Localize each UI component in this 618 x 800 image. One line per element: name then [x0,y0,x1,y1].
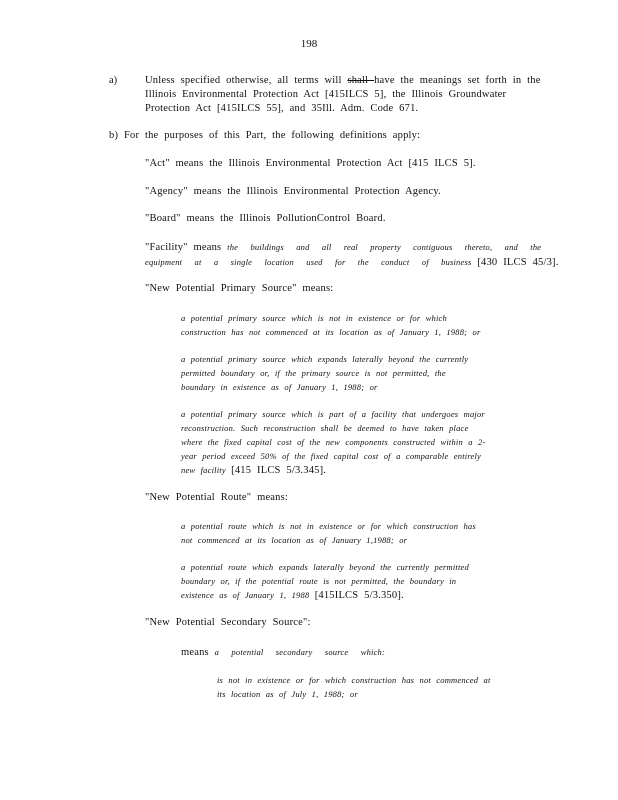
para-a [145,74,541,116]
para-a-line-3: Protection Act [415ILCS 55], and 35Ill. Adm. Code 671. [145,103,419,114]
route-citation: [415ILCS 5/3.350]. [314,590,404,601]
facility-term: "Facility" means [145,242,222,253]
definition-agency: "Agency" means the Illinois Environmental Protection Agency. [145,186,441,197]
route-item-1: a potential route which is not in existence or for which construction has not commenced at its location as of January 1,1988; or [181,521,476,545]
definition-facility: "Facility" means the buildings and all real property contiguous thereto, and the equipment at a single location used for the conduct of business [430 ILCS 45/3]. [145,242,559,268]
definition-primary-source-term: "New Potential Primary Source" means: [145,283,334,294]
para-a-line-2: Illinois Environmental Protection Act [415ILCS 5], the Illinois Groundwater [145,89,507,100]
secondary-source-means: means a potential secondary source which: [181,647,386,658]
route-item-2: a potential route which expands laterally beyond the currently permitted boundary or, if the potential route is not permitted, the boundary in existence as of January 1, 1988 [415ILCS 5/3.350]. [181,562,469,601]
primary-source-item-1: a potential primary source which is not in existence or for which construction has not commenced at its location as of January 1, 1988; or [181,313,481,337]
primary-source-item-2: a potential primary source which expands laterally beyond the currently permitted boundary or, if the primary source is not permitted, the boundary in existence as of January 1, 1988; or [181,354,469,392]
definition-board: "Board" means the Illinois PollutionControl Board. [145,213,386,224]
primary-source-item-3: a potential primary source which is part of a facility that undergoes major reconstruction. Such reconstruction shall be deemed to have taken place where the fixed capital cost of the new components constructed within a 2- year period exceed 50% of the fixed capital cost of a comparable entirely new facility [415 ILCS 5/3.345]. [181,409,486,476]
para-b-intro: b) For the purposes of this Part, the following definitions apply: [109,130,421,141]
primary-source-citation: [415 ILCS 5/3.345]. [231,465,327,476]
para-a-line-1: Unless specified otherwise, all terms will shall have the meanings set forth in the [145,75,541,86]
secondary-source-item-1: is not in existence or for which construction has not commenced at its location as of July 1, 1988; or [217,675,491,699]
para-a-marker: a) [109,75,118,86]
facility-citation: [430 ILCS 45/3]. [477,257,559,268]
definition-route-term: "New Potential Route" means: [145,492,289,503]
definition-secondary-source-term: "New Potential Secondary Source": [145,617,311,628]
struck-word: shall [347,75,375,86]
page-number: 198 [300,38,318,50]
definition-act: "Act" means the Illinois Environmental Protection Act [415 ILCS 5]. [145,158,476,169]
